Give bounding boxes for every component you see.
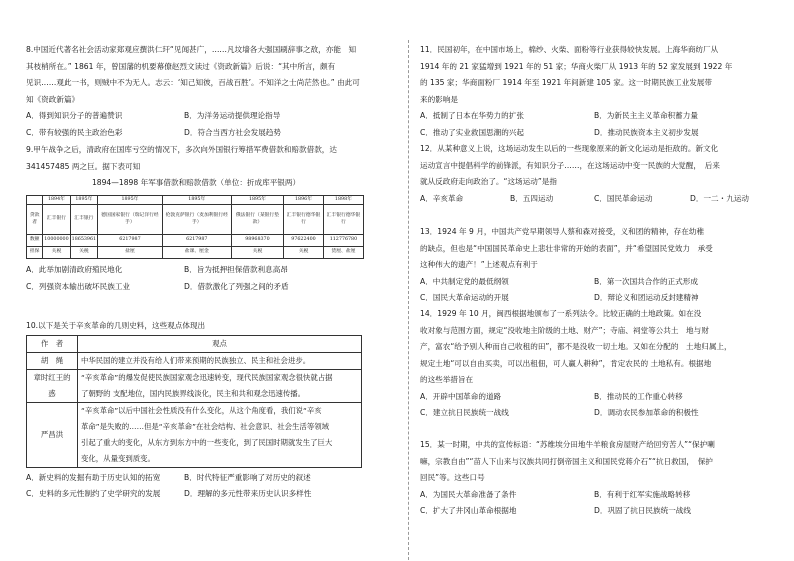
viewpoint-line: 了朝野的 支配地位，国内民族界线淡化，民主和共和观念迅速传播。 — [81, 388, 306, 398]
viewpoint-table — [26, 335, 362, 468]
q12-option-d[interactable]: D．一二・九运动 — [690, 193, 750, 203]
q14-option-a[interactable]: A．开辟中国革命的道路 — [420, 391, 502, 401]
q13-option-c[interactable]: C．国民大革命运动的开展 — [420, 293, 509, 302]
q9-line: 341457485 两之巨。据下表可知 — [26, 161, 141, 171]
loan-cell: 10000000 — [43, 235, 70, 247]
viewpoint-author: 严昌洪 — [27, 402, 78, 467]
q14-options-row — [420, 405, 782, 422]
q10-option-a[interactable]: A．新史料的发掘有助于历史认知的拓宽 — [26, 472, 161, 482]
question-11 — [420, 42, 782, 141]
question-8 — [26, 42, 398, 141]
viewpoint-header-author: 作 者 — [27, 335, 78, 352]
q8-line: 8.中国近代著名社会活动家郑观应撰洪仁玕“见闻甚广，……凡坟墙各大强国刷辞事之敌，亦能 知 — [26, 45, 357, 54]
q8-option-d[interactable]: D．符合当西方社会发展趋势 — [184, 127, 281, 137]
viewpoint-line: “辛亥革命”以后中国社会性质没有什么变化，从这个角度看，我们说“辛亥 — [81, 405, 322, 415]
viewpoint-line: 中华民国的建立并没有给人们带来预期的民族独立、民主和社会进步。 — [81, 355, 311, 365]
q9-line: 9.甲午战争之后，清政府在国库亏空的情况下，多次向外国银行筹措军费借款和赔款借款，达 — [26, 145, 337, 154]
loan-header-cell: 1895年 — [231, 195, 283, 205]
q14-option-c[interactable]: C．建立抗日民族统一战线 — [420, 408, 509, 417]
q11-line: 1914 年的 21 家猛增到 1921 年的 51 家；华商火柴厂从 1913 年的 52 家发展到 1922 年 — [420, 61, 733, 71]
q10-option-c[interactable]: C．史料的多元性制约了史学研究的发展 — [26, 489, 161, 498]
question-12 — [420, 141, 782, 207]
q8-options-row — [26, 108, 398, 125]
question-10 — [26, 318, 398, 503]
q15-line: 回民”等。这些口号 — [420, 473, 485, 482]
question-14 — [420, 306, 782, 422]
q11-options-row — [420, 125, 782, 142]
loan-cell: 关税 — [70, 247, 97, 259]
loan-header-cell: 1896年 — [284, 195, 324, 205]
loan-table-row — [27, 205, 364, 235]
viewpoint-line: 引起了重大的变化，从东方到东方中的一些变化，到了民国时期就发生了巨大 — [81, 437, 333, 447]
loan-cell: 关税 — [43, 247, 70, 259]
viewpoint-text — [78, 369, 362, 402]
loan-header-cell: 1895年 — [70, 195, 97, 205]
q15-option-b[interactable]: B．有利于红军实施战略转移 — [594, 489, 691, 499]
q15-line: 嘛，宗教自由”“苗人下山来与汉族共同打倒帝国主义和国民党蒋介石”“抗日救国， 保护 — [420, 456, 713, 466]
loan-table-title: 1894—1898 年军事借款和赔款借款（单位：折成库平银两） — [91, 178, 301, 187]
loan-cell: 关税 — [231, 247, 283, 259]
q15-options-row — [420, 503, 782, 520]
q15-line: 15．某一时期，中共的宣传标语：“苏维埃分田地牛羊粮食房屋财产给回穷苦人”“保护喇 — [420, 440, 715, 449]
q10-stem: 10.以下是关于辛亥革命的几则史料，这些观点体现出 — [26, 321, 206, 330]
q11-option-b[interactable]: B．为新民主主义革命积蓄力量 — [594, 111, 698, 120]
loan-cell: 汇丰银行 — [70, 205, 97, 235]
q14-line: 14．1929 年 10 月，闽西根据地颁布了一系列法令。比较正确的土地政策。如在没 — [420, 309, 702, 318]
q10-options-row — [26, 470, 398, 487]
loan-cell: 关税 — [284, 247, 324, 259]
q13-option-d[interactable]: D．辩论义和团运动反封建精神 — [594, 293, 699, 302]
loan-cell: 6217987 — [162, 235, 231, 247]
q10-options-row — [26, 486, 398, 503]
q11-option-d[interactable]: D．推动民族资本主义初步发展 — [594, 127, 699, 137]
loan-cell: 98968370 — [231, 235, 283, 247]
loan-header-cell — [27, 195, 43, 205]
loan-cell: 18653961 — [70, 235, 97, 247]
q12-option-a[interactable]: A．辛亥革命 — [420, 193, 464, 203]
q15-option-d[interactable]: D．巩固了抗日民族统一战线 — [594, 506, 691, 515]
q11-option-a[interactable]: A．抵制了日本在华势力的扩张 — [420, 111, 524, 120]
q15-option-c[interactable]: C．扩大了井冈山革命根据地 — [420, 506, 517, 515]
q14-options-row — [420, 389, 782, 406]
q12-option-c[interactable]: C．国民革命运动 — [594, 193, 653, 203]
q13-line: 13．1924 年 9 月，中国共产党早期领导人蔡和森对接受，义和团的精神，存在幼稚 — [420, 227, 705, 236]
q14-option-b[interactable]: B．推动民的工作重心转移 — [594, 391, 683, 401]
q9-option-a[interactable]: A．此举加剧清政府殖民地化 — [26, 265, 123, 274]
viewpoint-line: 变化，从量变到质变。 — [81, 453, 155, 463]
q13-line: 的缺点，但也是“中国国民革命史上悲壮非常的开始的表面”，并“希望国民党效力 承受 — [420, 243, 713, 253]
q11-line: 11．民国初年，在中国市场上，棉纱、火柴、面粉等行业获得较快发展。上海华商纺厂从 — [420, 45, 719, 54]
loan-header-cell: 1895年 — [162, 195, 231, 205]
q12-line: 运动宣言中提倡科学的前锋派，有知识分子……，在这场运动中变一民族的大觉醒， 后来 — [420, 160, 720, 170]
viewpoint-header — [27, 335, 362, 352]
loan-cell: 盐课、厘金 — [162, 247, 231, 259]
q9-option-d[interactable]: D．借款激化了列强之间的矛盾 — [184, 281, 289, 291]
q14-line: 规定土地“可以自由买卖，可以出租佃，可人赢人耕种”，肯定农民的 土地私有。根据地 — [420, 358, 712, 368]
q11-line: 的 135 家；华商面粉厂 1914 年至 1921 年间新建 105 家。这一时期民族工业发展带 — [420, 78, 712, 87]
q8-line: 其枝梢所在。” 1861 年，曾国藩的机要幕僚赵烈文读过《资政新篇》后说：“其中所言，颇有 — [26, 61, 336, 71]
loan-cell: 112776780 — [323, 235, 363, 247]
q13-line: 这种伟大的遗产！”上述观点有利于 — [420, 260, 538, 269]
q11-option-c[interactable]: C．推动了实业救国思潮的兴起 — [420, 127, 525, 137]
viewpoint-text — [78, 402, 362, 467]
q10-option-b[interactable]: B．时代特征严重影响了对历史的叙述 — [184, 472, 311, 482]
q9-options-row — [26, 279, 398, 296]
viewpoint-author: 章时红王的惑 — [27, 369, 78, 402]
q14-line: 产，富农“给予别人种而自己收租的田”，都不是没收一切土地。又如在分配的 土地归属上， — [420, 342, 732, 351]
q9-option-c[interactable]: C．列强资本输出破坏民族工业 — [26, 281, 131, 291]
q13-option-b[interactable]: B．第一次国共合作的正式形成 — [594, 276, 698, 286]
q13-option-a[interactable]: A．中共制定党的最低纲领 — [420, 276, 509, 286]
question-15 — [420, 437, 782, 520]
q8-options-row — [26, 125, 398, 142]
viewpoint-row — [27, 352, 362, 369]
q8-line: 见识……观此一书，则贼中不为无人。志云：‘知己知彼，百战百胜’。不知洋之士尚茫然也。” 由此可 — [26, 78, 360, 87]
loan-cell: 6217987 — [98, 235, 163, 247]
q8-option-b[interactable]: B．为洋务运动提供理论指导 — [184, 111, 281, 120]
loan-table — [26, 195, 364, 260]
loan-cell: 数额 — [27, 235, 43, 247]
column-divider — [408, 40, 409, 560]
viewpoint-author: 胡 绳 — [27, 352, 78, 369]
viewpoint-text — [78, 352, 362, 369]
q11-line: 来的影响是 — [420, 94, 458, 104]
q14-line: 收对象与范围方面，规定“没收地主阶级的土地、财产”；寺庙、祠堂等公共土 地与财 — [420, 325, 709, 335]
q14-option-d[interactable]: D．调动农民参加革命的积极性 — [594, 408, 699, 417]
loan-table-header — [27, 195, 364, 205]
loan-table-row — [27, 247, 364, 259]
loan-cell: 德国国家银行（瑞记洋行经手） — [98, 205, 163, 235]
loan-header-cell: 1898年 — [323, 195, 363, 205]
viewpoint-line: 革命”是失败的……但是“辛亥革命”在社会结构、社会意识、社会生活等领域 — [81, 421, 329, 431]
q13-options-row — [420, 290, 782, 307]
q8-option-c[interactable]: C．带有较强的民主政治色彩 — [26, 127, 123, 137]
q12-options-row — [420, 191, 782, 208]
loan-cell: 俄法银行（某银行垫款） — [231, 205, 283, 235]
loan-cell: 97622400 — [284, 235, 324, 247]
q9-option-b[interactable]: B．旨为抵押担保借款利息高昂 — [184, 265, 288, 274]
q15-options-row — [420, 487, 782, 504]
q11-options-row — [420, 108, 782, 125]
q10-option-d[interactable]: D．理解的多元性带来历史认识多样性 — [184, 489, 312, 498]
loan-cell: 贷款者 — [27, 205, 43, 235]
viewpoint-header-view: 观点 — [78, 335, 362, 352]
loan-cell: 货厘、盐厘 — [323, 247, 363, 259]
loan-cell: 担保 — [27, 247, 43, 259]
loan-header-cell: 1895年 — [98, 195, 163, 205]
loan-cell: 汇丰银行德华银行 — [284, 205, 324, 235]
question-13 — [420, 224, 782, 307]
loan-header-cell: 1894年 — [43, 195, 70, 205]
loan-cell: 汇丰银行 — [43, 205, 70, 235]
question-9 — [26, 142, 398, 295]
viewpoint-line: “辛亥革命”的爆发促使民族国家观念迅速转变，现代民族国家观念很快就占据 — [81, 372, 333, 382]
loan-table-row — [27, 235, 364, 247]
q12-line: 就从反政府走向政治了。“这场运动”是指 — [420, 177, 557, 186]
q8-option-a[interactable]: A．得到知识分子的普遍赞识 — [26, 111, 123, 120]
q9-options-row — [26, 262, 398, 279]
q12-option-b[interactable]: B．五四运动 — [510, 193, 554, 203]
q12-line: 12．从某种意义上说，这场运动发生以后的一些现象原来的新文化运动是拒敌的。新文化 — [420, 144, 719, 153]
loan-cell: 盐厘 — [98, 247, 163, 259]
q8-line: 知《资政新篇》 — [26, 94, 80, 104]
q13-options-row — [420, 274, 782, 291]
viewpoint-row — [27, 369, 362, 402]
q14-line: 的这些举措旨在 — [420, 375, 474, 384]
loan-cell: 汇丰银行德华银行 — [323, 205, 363, 235]
viewpoint-row — [27, 402, 362, 467]
q15-option-a[interactable]: A．为国民大革命准备了条件 — [420, 489, 517, 499]
loan-cell: 伦敦克萨银行（麦加利银行经手） — [162, 205, 231, 235]
